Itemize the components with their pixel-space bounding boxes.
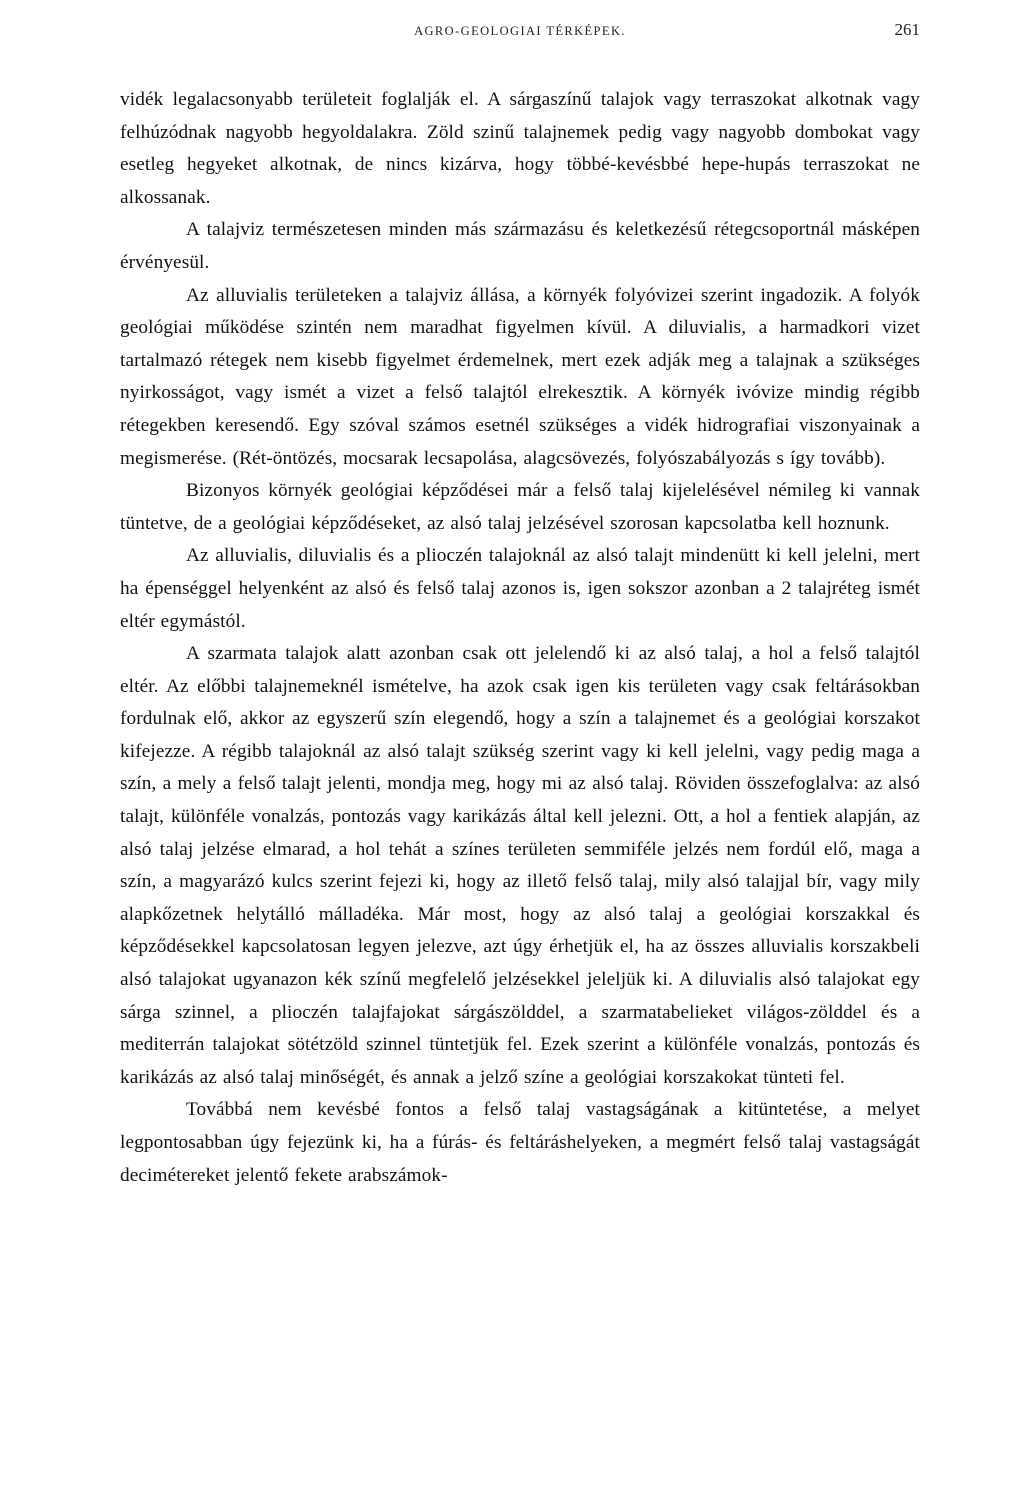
paragraph: vidék legalacsonyabb területeit foglalják el. A sárgaszínű talajok vagy terraszokat alkotnak vagy felhúzódnak nagyobb hegyoldalakra. Zöld szinű talajnemek pedig vagy nagyobb dombokat vagy esetleg hegyeket alkotnak, de nincs kizárva, hogy többé-kevésbbé hepe-hupás terraszokat ne alkossanak.: [120, 89, 920, 208]
body-text: [120, 84, 920, 1192]
book-page: [120, 18, 920, 1192]
page-number: 261: [894, 20, 920, 39]
paragraph: A szarmata talajok alatt azonban csak ott jelelendő ki az alsó talaj, a hol a felső talajtól eltér. Az előbbi talajnemeknél ismételve, ha azok csak igen kis területen vagy csak feltárásokban fordulnak elő, akkor az egyszerű szín elegendő, hogy a szín a talajnemet és a geológiai korszakot kifejezze. A régibb talajoknál az alsó talajt szükség szerint vagy ki kell jelelni, vagy pedig maga a szín, a mely a felső talajt jelenti, mondja meg, hogy mi az alsó talaj. Röviden összefoglalva: az alsó talajt, különféle vonalzás, pontozás vagy karikázás által kell jelezni. Ott, a hol a fentiek alapján, az alsó talaj jelzése elmarad, a hol tehát a színes területen semmiféle jelzés nem fordúl elő, maga a szín, a magyarázó kulcs szerint fejezi ki, hogy az illető felső talaj, mily alsó talajjal bír, vagy mily alapkőzetnek helytálló málladéka. Már most, hogy az alsó talaj a geológiai korszakkal és képződésekkel kapcsolatosan legyen jelezve, azt úgy érhetjük el, ha az összes alluvialis korszakbeli alsó talajokat ugyanazon kék színű megfelelő jelzésekkel jeleljük ki. A diluvialis alsó talajokat egy sárga szinnel, a plioczén talajfajokat sárgászölddel, a szarmatabelieket világos-zölddel és a mediterrán talajokat sötétzöld szinnel tüntetjük fel. Ezek szerint a különféle vonalzás, pontozás és karikázás az alsó talaj minőségét, és annak a jelző színe a geológiai korszakokat tünteti fel.: [120, 643, 920, 1088]
paragraph: Az alluvialis területeken a talajviz állása, a környék folyóvizei szerint ingadozik. A folyók geológiai működése szintén nem maradhat figyelmen kívül. A diluvialis, a harmadkori vizet tartalmazó rétegek nem kisebb figyelmet érdemelnek, mert ezek adják meg a talajnak a szükséges nyirkosságot, vagy ismét a vizet a felső talajtól elrekesztik. A környék ivóvize mindig régibb rétegekben keresendő. Egy szóval számos esetnél szükséges a vidék hidrografiai viszonyainak a megismerése. (Rét-öntözés, mocsarak lecsapolása, alagcsövezés, folyószabályozás s így tovább).: [120, 284, 920, 469]
paragraph: Az alluvialis, diluvialis és a plioczén talajoknál az alsó talajt mindenütt ki kell jelelni, mert ha épenséggel helyenként az alsó és felső talaj azonos is, igen sokszor azonban a 2 talajréteg ismét eltér egymástól.: [120, 545, 920, 632]
paragraph: Bizonyos környék geológiai képződései már a felső talaj kijelelésével némileg ki vannak tüntetve, de a geológiai képződéseket, az alsó talaj jelzésével szorosan kapcsolatba kell hoznunk.: [120, 480, 920, 534]
paragraph: Továbbá nem kevésbé fontos a felső talaj vastagságának a kitüntetése, a melyet legpontosabban úgy fejezünk ki, ha a fúrás- és feltáráshelyeken, a megmért felső talaj vastagságát decimétereket jelentő fekete arabszámok-: [120, 1099, 920, 1186]
paragraph: A talajviz természetesen minden más származásu és keletkezésű rétegcsoportnál másképen érvényesül.: [120, 219, 920, 273]
running-head: [120, 18, 920, 46]
running-title: AGRO-GEOLOGIAI TÉRKÉPEK.: [414, 24, 626, 38]
